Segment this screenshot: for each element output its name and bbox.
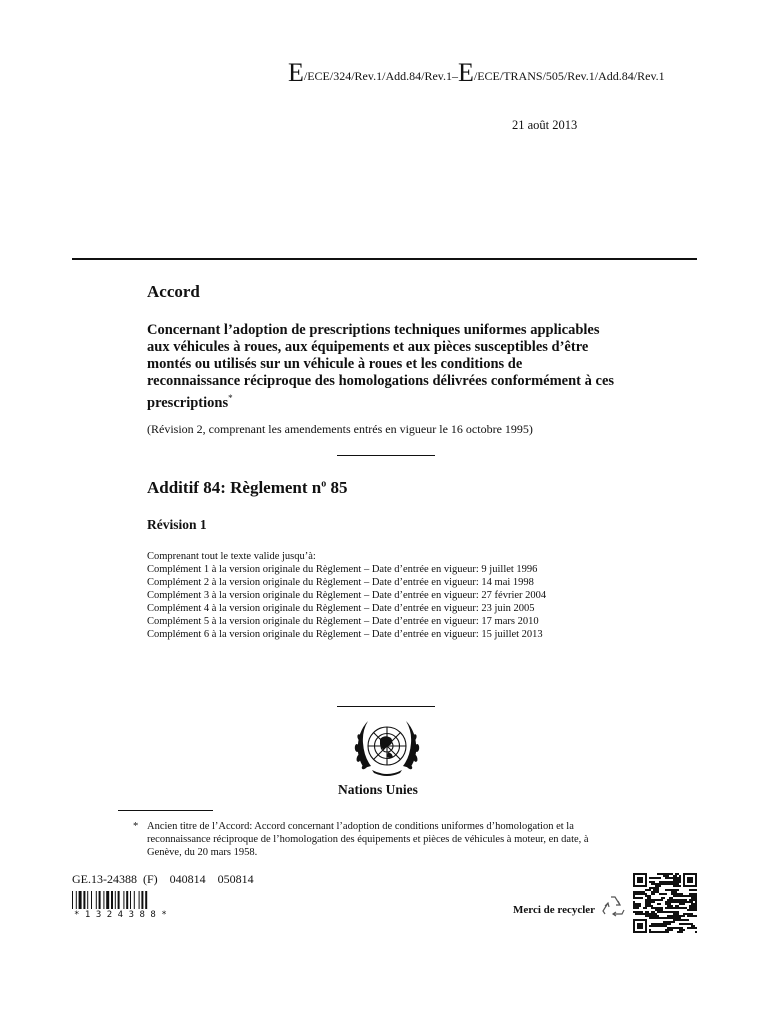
accord-title: Accord [147,282,200,301]
revision-note: (Révision 2, comprenant les amendements entrés en vigueur le 16 octobre 1995) [147,422,533,436]
complement-item: Complément 3 à la version originale du Règlement – Date d’entrée en vigueur: 27 février 2004 [147,590,547,601]
regulation-number: 85 [326,478,348,497]
recycle-icon [600,894,628,920]
accord-subtitle [147,322,617,412]
symbol-letter-1: E [288,58,304,87]
symbol-letter-2: E [458,58,474,87]
document-reference: GE.13-24388 (F) 040814 050814 [72,872,254,886]
footnote-reference-mark: * [228,393,233,403]
additif-title [147,478,347,498]
footnote [118,820,618,859]
qr-code-icon [633,873,697,933]
complement-item: Complément 5 à la version originale du Règlement – Date d’entrée en vigueur: 17 mars 2010 [147,616,539,627]
revision-heading: Révision 1 [147,517,207,532]
complements-list [147,550,546,641]
emblem-separator [337,706,435,707]
accord-subtitle-text: Concernant l’adoption de prescriptions techniques uniformes applicables aux véhicules à roues, aux équipements et aux pièces susceptibles d’être montés ou utilisés sur un véhicule à roues et les conditions de reconnaissance réciproque des homologations délivrées conformément à ces prescriptions [147,322,615,411]
complements-intro: Comprenant tout le texte valide jusqu’à: [147,551,316,562]
additif-superscript: o [321,478,327,490]
footnote-divider [118,810,213,811]
section-separator [337,455,435,456]
complement-item: Complément 1 à la version originale du Règlement – Date d’entrée en vigueur: 9 juillet 1996 [147,564,538,575]
complement-item: Complément 4 à la version originale du Règlement – Date d’entrée en vigueur: 23 juin 2005 [147,603,535,614]
symbol-rest-1: /ECE/324/Rev.1/Add.84/Rev.1– [303,69,458,83]
document-date: 21 août 2013 [512,118,578,132]
barcode-icon [72,891,184,911]
document-symbol [288,58,665,88]
footnote-mark: * [133,821,139,832]
un-emblem-icon [342,712,432,788]
complement-item: Complément 2 à la version originale du Règlement – Date d’entrée en vigueur: 14 mai 1998 [147,577,534,588]
united-nations-label: Nations Unies [338,782,418,797]
header-divider [72,258,697,260]
footnote-text: Ancien titre de l’Accord: Accord concernant l’adoption de conditions uniformes d’homologation et la reconnaissance réciproque de l’homologation des équipements et pièces de véhicules à moteur, en date, à Genève, du 20 mars 1958. [147,821,589,858]
additif-title-text: Additif 84: Règlement n [147,478,322,497]
barcode-text: *1324388* [74,910,173,920]
symbol-rest-2: /ECE/TRANS/505/Rev.1/Add.84/Rev.1 [473,69,665,83]
recycle-label: Merci de recycler [513,904,596,916]
complement-item: Complément 6 à la version originale du Règlement – Date d’entrée en vigueur: 15 juillet 2013 [147,629,543,640]
